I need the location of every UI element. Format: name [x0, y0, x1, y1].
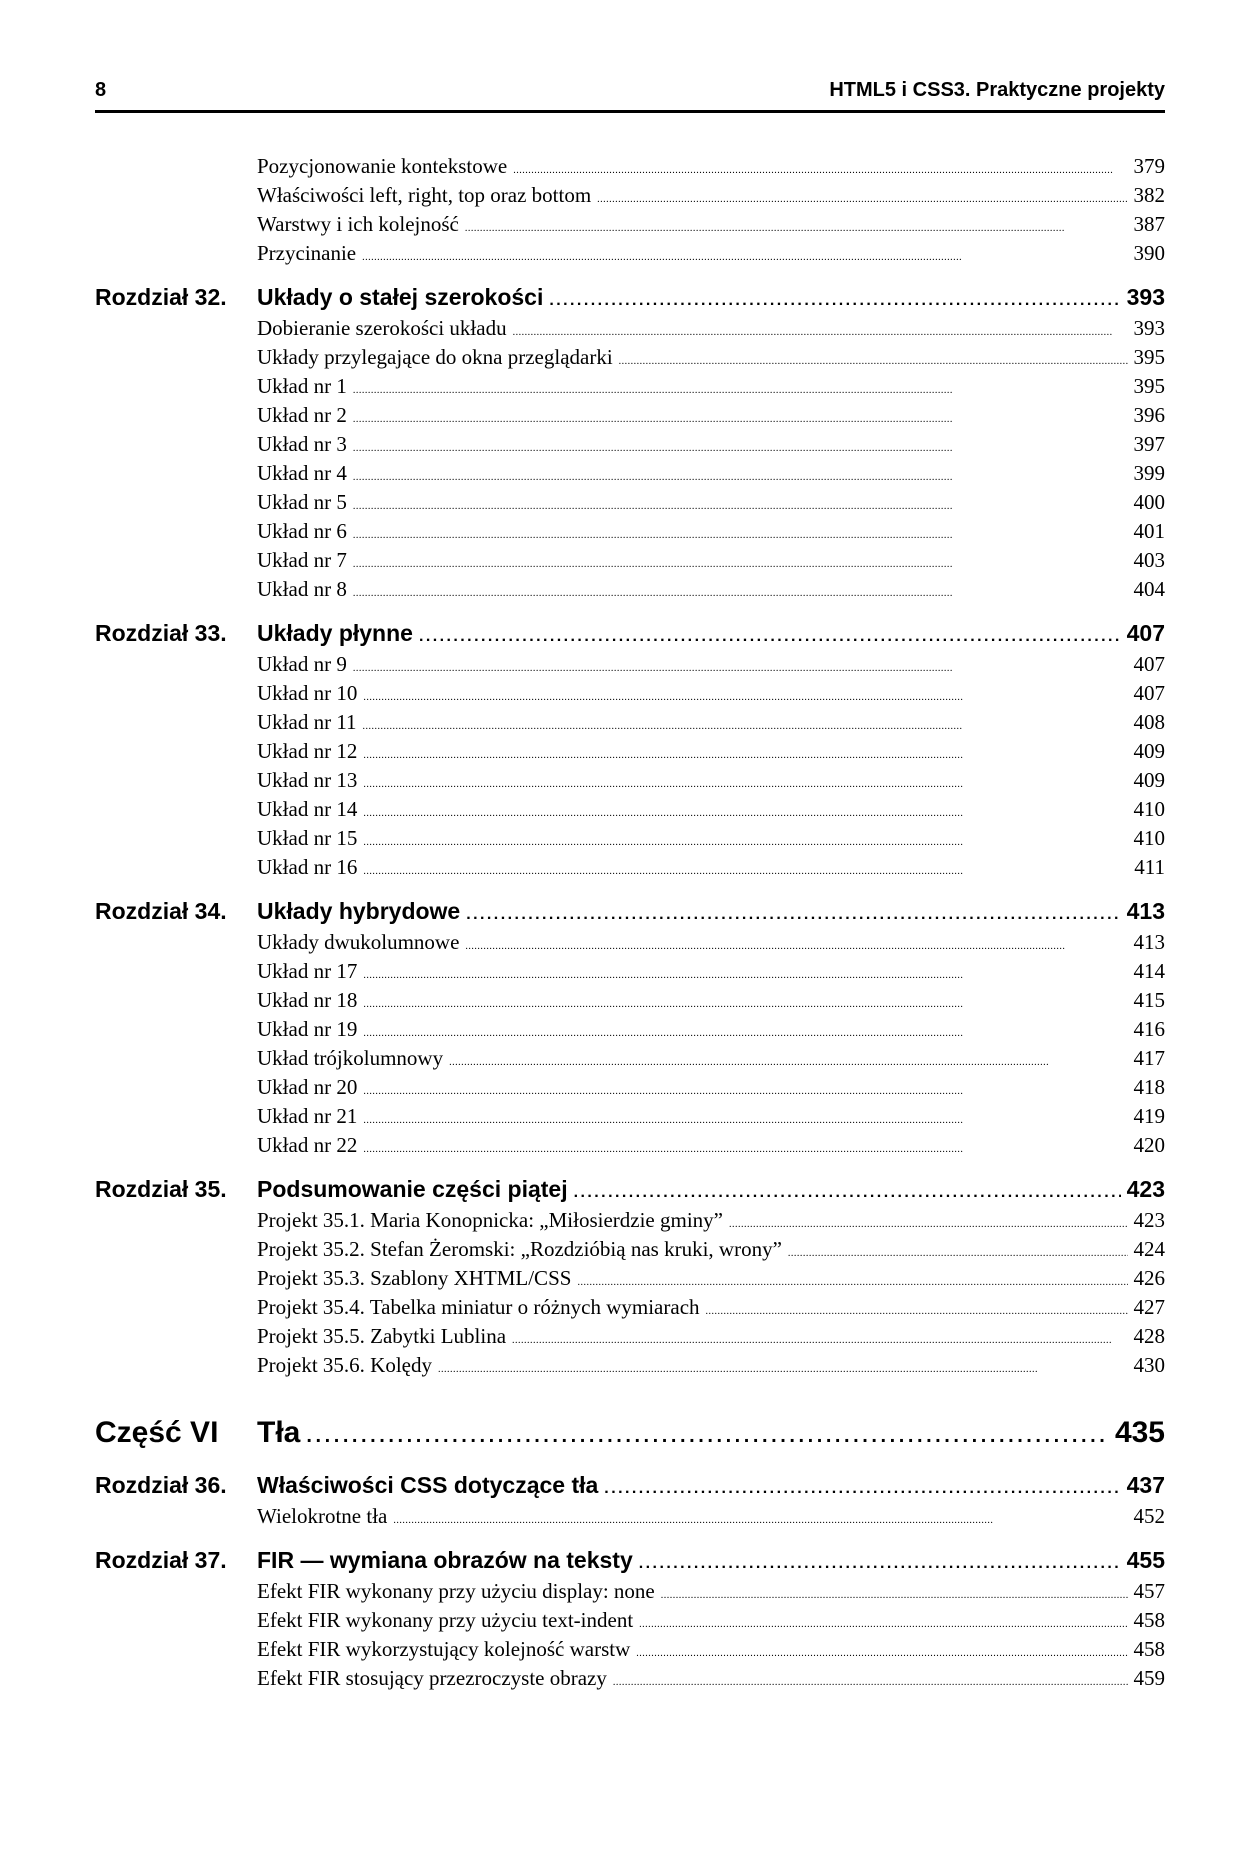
toc-page-number: 407: [1133, 652, 1165, 676]
toc-entry: [257, 1664, 1165, 1693]
toc-page-number: 411: [1134, 855, 1165, 879]
toc-chapter: [95, 894, 1165, 928]
toc-entry-title: Układ nr 8: [257, 577, 347, 601]
toc-page-number: 424: [1133, 1237, 1165, 1261]
dot-leader: [639, 1610, 1127, 1639]
toc-entry: [257, 1351, 1165, 1380]
dot-leader: [353, 434, 1128, 463]
toc-page-number: 435: [1114, 1416, 1165, 1449]
toc-chapter-title: [95, 280, 549, 314]
toc-entry-title: Układ nr 5: [257, 490, 347, 514]
toc-page-number: 395: [1133, 345, 1165, 369]
toc-entry: [257, 314, 1165, 343]
toc-entry-title: Układ nr 1: [257, 374, 347, 398]
toc-entry: [257, 1235, 1165, 1264]
toc-chapter-number: Rozdział 37.: [95, 1547, 227, 1573]
toc-entry: [257, 766, 1165, 795]
toc-entry-title: Warstwy i ich kolejność: [257, 212, 459, 236]
toc-entry: [257, 1293, 1165, 1322]
toc-entry-title: Projekt 35.4. Tabelka miniatur o różnych wymiarach: [257, 1295, 700, 1319]
toc-chapter-name: Podsumowanie części piątej: [257, 1176, 568, 1202]
dot-leader: [549, 284, 1120, 318]
dot-leader: [613, 1668, 1128, 1697]
toc-entry-title: Właściwości left, right, top oraz bottom: [257, 183, 592, 207]
table-of-contents: [95, 152, 1165, 1693]
toc-entry: [257, 546, 1165, 575]
toc-page-number: 458: [1133, 1608, 1165, 1632]
toc-chapter-number: Rozdział 34.: [95, 898, 227, 924]
toc-entry: [257, 575, 1165, 604]
toc-page-number: 426: [1133, 1266, 1165, 1290]
toc-entry-title: Układ nr 15: [257, 826, 358, 850]
page-number: 8: [95, 79, 107, 101]
dot-leader: [353, 521, 1128, 550]
dot-leader: [363, 1077, 1127, 1106]
toc-entry: [257, 401, 1165, 430]
toc-entry: [257, 459, 1165, 488]
header-rule: [95, 110, 1165, 113]
toc-entry: [257, 1635, 1165, 1664]
dot-leader: [353, 463, 1128, 492]
toc-entry-title: Układ nr 14: [257, 797, 358, 821]
toc-page-number: 457: [1133, 1579, 1165, 1603]
toc-entry-title: Układy dwukolumnowe: [257, 930, 460, 954]
toc-entry: [257, 928, 1165, 957]
toc-page-number: 407: [1133, 681, 1165, 705]
toc-chapter-title: [95, 1543, 639, 1577]
toc-chapter-name: Właściwości CSS dotyczące tła: [257, 1472, 599, 1498]
dot-leader: [363, 828, 1127, 857]
toc-part-title: [95, 1410, 306, 1456]
toc-entry: [257, 957, 1165, 986]
dot-leader: [363, 1135, 1127, 1164]
toc-entry: [257, 1206, 1165, 1235]
toc-page-number: 393: [1133, 316, 1165, 340]
dot-leader: [597, 185, 1127, 214]
toc-page-number: 393: [1126, 284, 1165, 310]
toc-page-number: 401: [1133, 519, 1165, 543]
toc-entry-title: Efekt FIR stosujący przezroczyste obrazy: [257, 1666, 607, 1690]
toc-entry-title: Projekt 35.6. Kolędy: [257, 1353, 432, 1377]
dot-leader: [574, 1176, 1121, 1210]
toc-entry-title: Układ nr 17: [257, 959, 358, 983]
dot-leader: [438, 1355, 1128, 1384]
dot-leader: [639, 1547, 1121, 1581]
toc-entry: [257, 1044, 1165, 1073]
toc-page-number: 400: [1133, 490, 1165, 514]
toc-chapter: [95, 280, 1165, 314]
toc-entry-title: Układ nr 12: [257, 739, 358, 763]
toc-entry-title: Układ nr 19: [257, 1017, 358, 1041]
toc-part-number: Część VI: [95, 1416, 219, 1449]
toc-entry: [257, 210, 1165, 239]
toc-entry-title: Wielokrotne tła: [257, 1504, 388, 1528]
toc-chapter-name: Układy hybrydowe: [257, 898, 461, 924]
toc-page-number: 399: [1133, 461, 1165, 485]
toc-entry-title: Przycinanie: [257, 241, 357, 265]
toc-entry: [257, 1577, 1165, 1606]
dot-leader: [465, 214, 1128, 243]
toc-page-number: 423: [1126, 1176, 1165, 1202]
dot-leader: [449, 1048, 1127, 1077]
toc-entry-title: Efekt FIR wykonany przy użyciu display: none: [257, 1579, 655, 1603]
toc-page-number: 382: [1133, 183, 1165, 207]
toc-entry-title: Układ nr 2: [257, 403, 347, 427]
dot-leader: [604, 1472, 1120, 1506]
toc-part: [95, 1410, 1165, 1456]
toc-page-number: 430: [1133, 1353, 1165, 1377]
toc-entry: [257, 650, 1165, 679]
toc-page-number: 396: [1133, 403, 1165, 427]
dot-leader: [465, 932, 1127, 961]
toc-page-number: 410: [1133, 797, 1165, 821]
dot-leader: [353, 405, 1128, 434]
toc-entry-title: Układ trójkolumnowy: [257, 1046, 444, 1070]
dot-leader: [363, 990, 1127, 1019]
toc-chapter-number: Rozdział 32.: [95, 284, 227, 310]
toc-page-number: 397: [1133, 432, 1165, 456]
toc-page-number: 458: [1133, 1637, 1165, 1661]
toc-entry: [257, 708, 1165, 737]
toc-page-number: 403: [1133, 548, 1165, 572]
toc-page-number: 459: [1133, 1666, 1165, 1690]
toc-entry-title: Dobieranie szerokości układu: [257, 316, 507, 340]
toc-entry: [257, 795, 1165, 824]
toc-entry: [257, 1015, 1165, 1044]
toc-page-number: 416: [1133, 1017, 1165, 1041]
dot-leader: [363, 683, 1127, 712]
dot-leader: [353, 654, 1128, 683]
toc-entry: [257, 1102, 1165, 1131]
toc-entry: [257, 430, 1165, 459]
toc-entry-title: Projekt 35.2. Stefan Żeromski: „Rozdzióbią nas kruki, wrony”: [257, 1237, 782, 1261]
toc-page-number: 390: [1133, 241, 1165, 265]
dot-leader: [393, 1506, 1127, 1535]
toc-entry-title: Projekt 35.1. Maria Konopnicka: „Miłosierdzie gminy”: [257, 1208, 723, 1232]
toc-page-number: 387: [1133, 212, 1165, 236]
toc-chapter: [95, 1543, 1165, 1577]
toc-page-number: 409: [1133, 739, 1165, 763]
toc-entry: [257, 824, 1165, 853]
toc-entry-title: Układ nr 11: [257, 710, 357, 734]
dot-leader: [362, 243, 1127, 272]
book-title: HTML5 i CSS3. Praktyczne projekty: [829, 79, 1165, 101]
dot-leader: [353, 376, 1128, 405]
toc-chapter-title: [95, 1468, 604, 1502]
dot-leader: [306, 1413, 1109, 1459]
running-header: [95, 70, 1165, 110]
toc-entry: [257, 372, 1165, 401]
toc-chapter-number: Rozdział 33.: [95, 620, 227, 646]
toc-entry: [257, 1502, 1165, 1531]
dot-leader: [353, 550, 1128, 579]
toc-chapter-number: Rozdział 35.: [95, 1176, 227, 1202]
dot-leader: [636, 1639, 1127, 1668]
dot-leader: [419, 620, 1121, 654]
toc-chapter-title: [95, 616, 419, 650]
dot-leader: [706, 1297, 1128, 1326]
toc-page-number: 404: [1133, 577, 1165, 601]
toc-page-number: 419: [1133, 1104, 1165, 1128]
toc-entry-title: Układ nr 7: [257, 548, 347, 572]
toc-entry-title: Układ nr 10: [257, 681, 358, 705]
toc-entry: [257, 488, 1165, 517]
toc-entry: [257, 239, 1165, 268]
toc-entry: [257, 343, 1165, 372]
toc-entry-title: Układ nr 3: [257, 432, 347, 456]
toc-entry-title: Układ nr 13: [257, 768, 358, 792]
dot-leader: [353, 492, 1128, 521]
toc-part-name: Tła: [257, 1416, 301, 1449]
dot-leader: [363, 1106, 1127, 1135]
toc-entry: [257, 1606, 1165, 1635]
toc-page-number: 379: [1133, 154, 1165, 178]
toc-entry: [257, 679, 1165, 708]
toc-entry-title: Układ nr 4: [257, 461, 347, 485]
toc-entry-title: Projekt 35.3. Szablony XHTML/CSS: [257, 1266, 572, 1290]
dot-leader: [363, 1019, 1127, 1048]
toc-page-number: 455: [1126, 1547, 1165, 1573]
dot-leader: [363, 712, 1128, 741]
toc-page-number: 423: [1133, 1208, 1165, 1232]
toc-entry: [257, 853, 1165, 882]
toc-entry: [257, 1073, 1165, 1102]
toc-entry-title: Układ nr 21: [257, 1104, 358, 1128]
toc-chapter-name: FIR — wymiana obrazów na teksty: [257, 1547, 633, 1573]
toc-entry: [257, 737, 1165, 766]
dot-leader: [363, 961, 1127, 990]
toc-entry: [257, 152, 1165, 181]
toc-entry-title: Pozycjonowanie kontekstowe: [257, 154, 508, 178]
toc-entry: [257, 517, 1165, 546]
toc-page-number: 417: [1133, 1046, 1165, 1070]
toc-page-number: 428: [1133, 1324, 1165, 1348]
toc-entry-title: Efekt FIR wykorzystujący kolejność warstw: [257, 1637, 631, 1661]
toc-entry-title: Układ nr 6: [257, 519, 347, 543]
toc-page-number: 407: [1126, 620, 1165, 646]
toc-entry-title: Układ nr 22: [257, 1133, 358, 1157]
dot-leader: [512, 1326, 1127, 1355]
toc-page-number: 413: [1126, 898, 1165, 924]
toc-entry-title: Projekt 35.5. Zabytki Lublina: [257, 1324, 507, 1348]
toc-entry: [257, 1131, 1165, 1160]
toc-entry-title: Układ nr 9: [257, 652, 347, 676]
toc-chapter: [95, 616, 1165, 650]
dot-leader: [466, 898, 1120, 932]
toc-entry: [257, 986, 1165, 1015]
toc-page-number: 395: [1133, 374, 1165, 398]
toc-chapter: [95, 1172, 1165, 1206]
toc-entry: [257, 181, 1165, 210]
toc-page-number: 415: [1133, 988, 1165, 1012]
toc-page-number: 420: [1133, 1133, 1165, 1157]
toc-chapter: [95, 1468, 1165, 1502]
toc-page-number: 437: [1126, 1472, 1165, 1498]
dot-leader: [363, 799, 1127, 828]
toc-page-number: 414: [1133, 959, 1165, 983]
toc-chapter-title: [95, 894, 466, 928]
toc-chapter-title: [95, 1172, 574, 1206]
toc-entry: [257, 1322, 1165, 1351]
toc-entry-title: Układ nr 20: [257, 1075, 358, 1099]
dot-leader: [788, 1239, 1128, 1268]
toc-page-number: 427: [1133, 1295, 1165, 1319]
toc-entry-title: Układy przylegające do okna przeglądarki: [257, 345, 613, 369]
dot-leader: [513, 156, 1127, 185]
toc-entry: [257, 1264, 1165, 1293]
dot-leader: [619, 347, 1128, 376]
toc-page-number: 418: [1133, 1075, 1165, 1099]
toc-chapter-number: Rozdział 36.: [95, 1472, 227, 1498]
toc-page-number: 409: [1133, 768, 1165, 792]
toc-page-number: 410: [1133, 826, 1165, 850]
dot-leader: [363, 857, 1128, 886]
dot-leader: [353, 579, 1128, 608]
toc-page-number: 413: [1133, 930, 1165, 954]
toc-page-number: 408: [1133, 710, 1165, 734]
toc-entry-title: Efekt FIR wykonany przy użyciu text-indent: [257, 1608, 634, 1632]
toc-entry-title: Układ nr 18: [257, 988, 358, 1012]
toc-entry-title: Układ nr 16: [257, 855, 358, 879]
toc-chapter-name: Układy płynne: [257, 620, 413, 646]
dot-leader: [661, 1581, 1128, 1610]
dot-leader: [363, 770, 1127, 799]
toc-chapter-name: Układy o stałej szerokości: [257, 284, 544, 310]
dot-leader: [363, 741, 1127, 770]
toc-page-number: 452: [1133, 1504, 1165, 1528]
dot-leader: [729, 1210, 1128, 1239]
